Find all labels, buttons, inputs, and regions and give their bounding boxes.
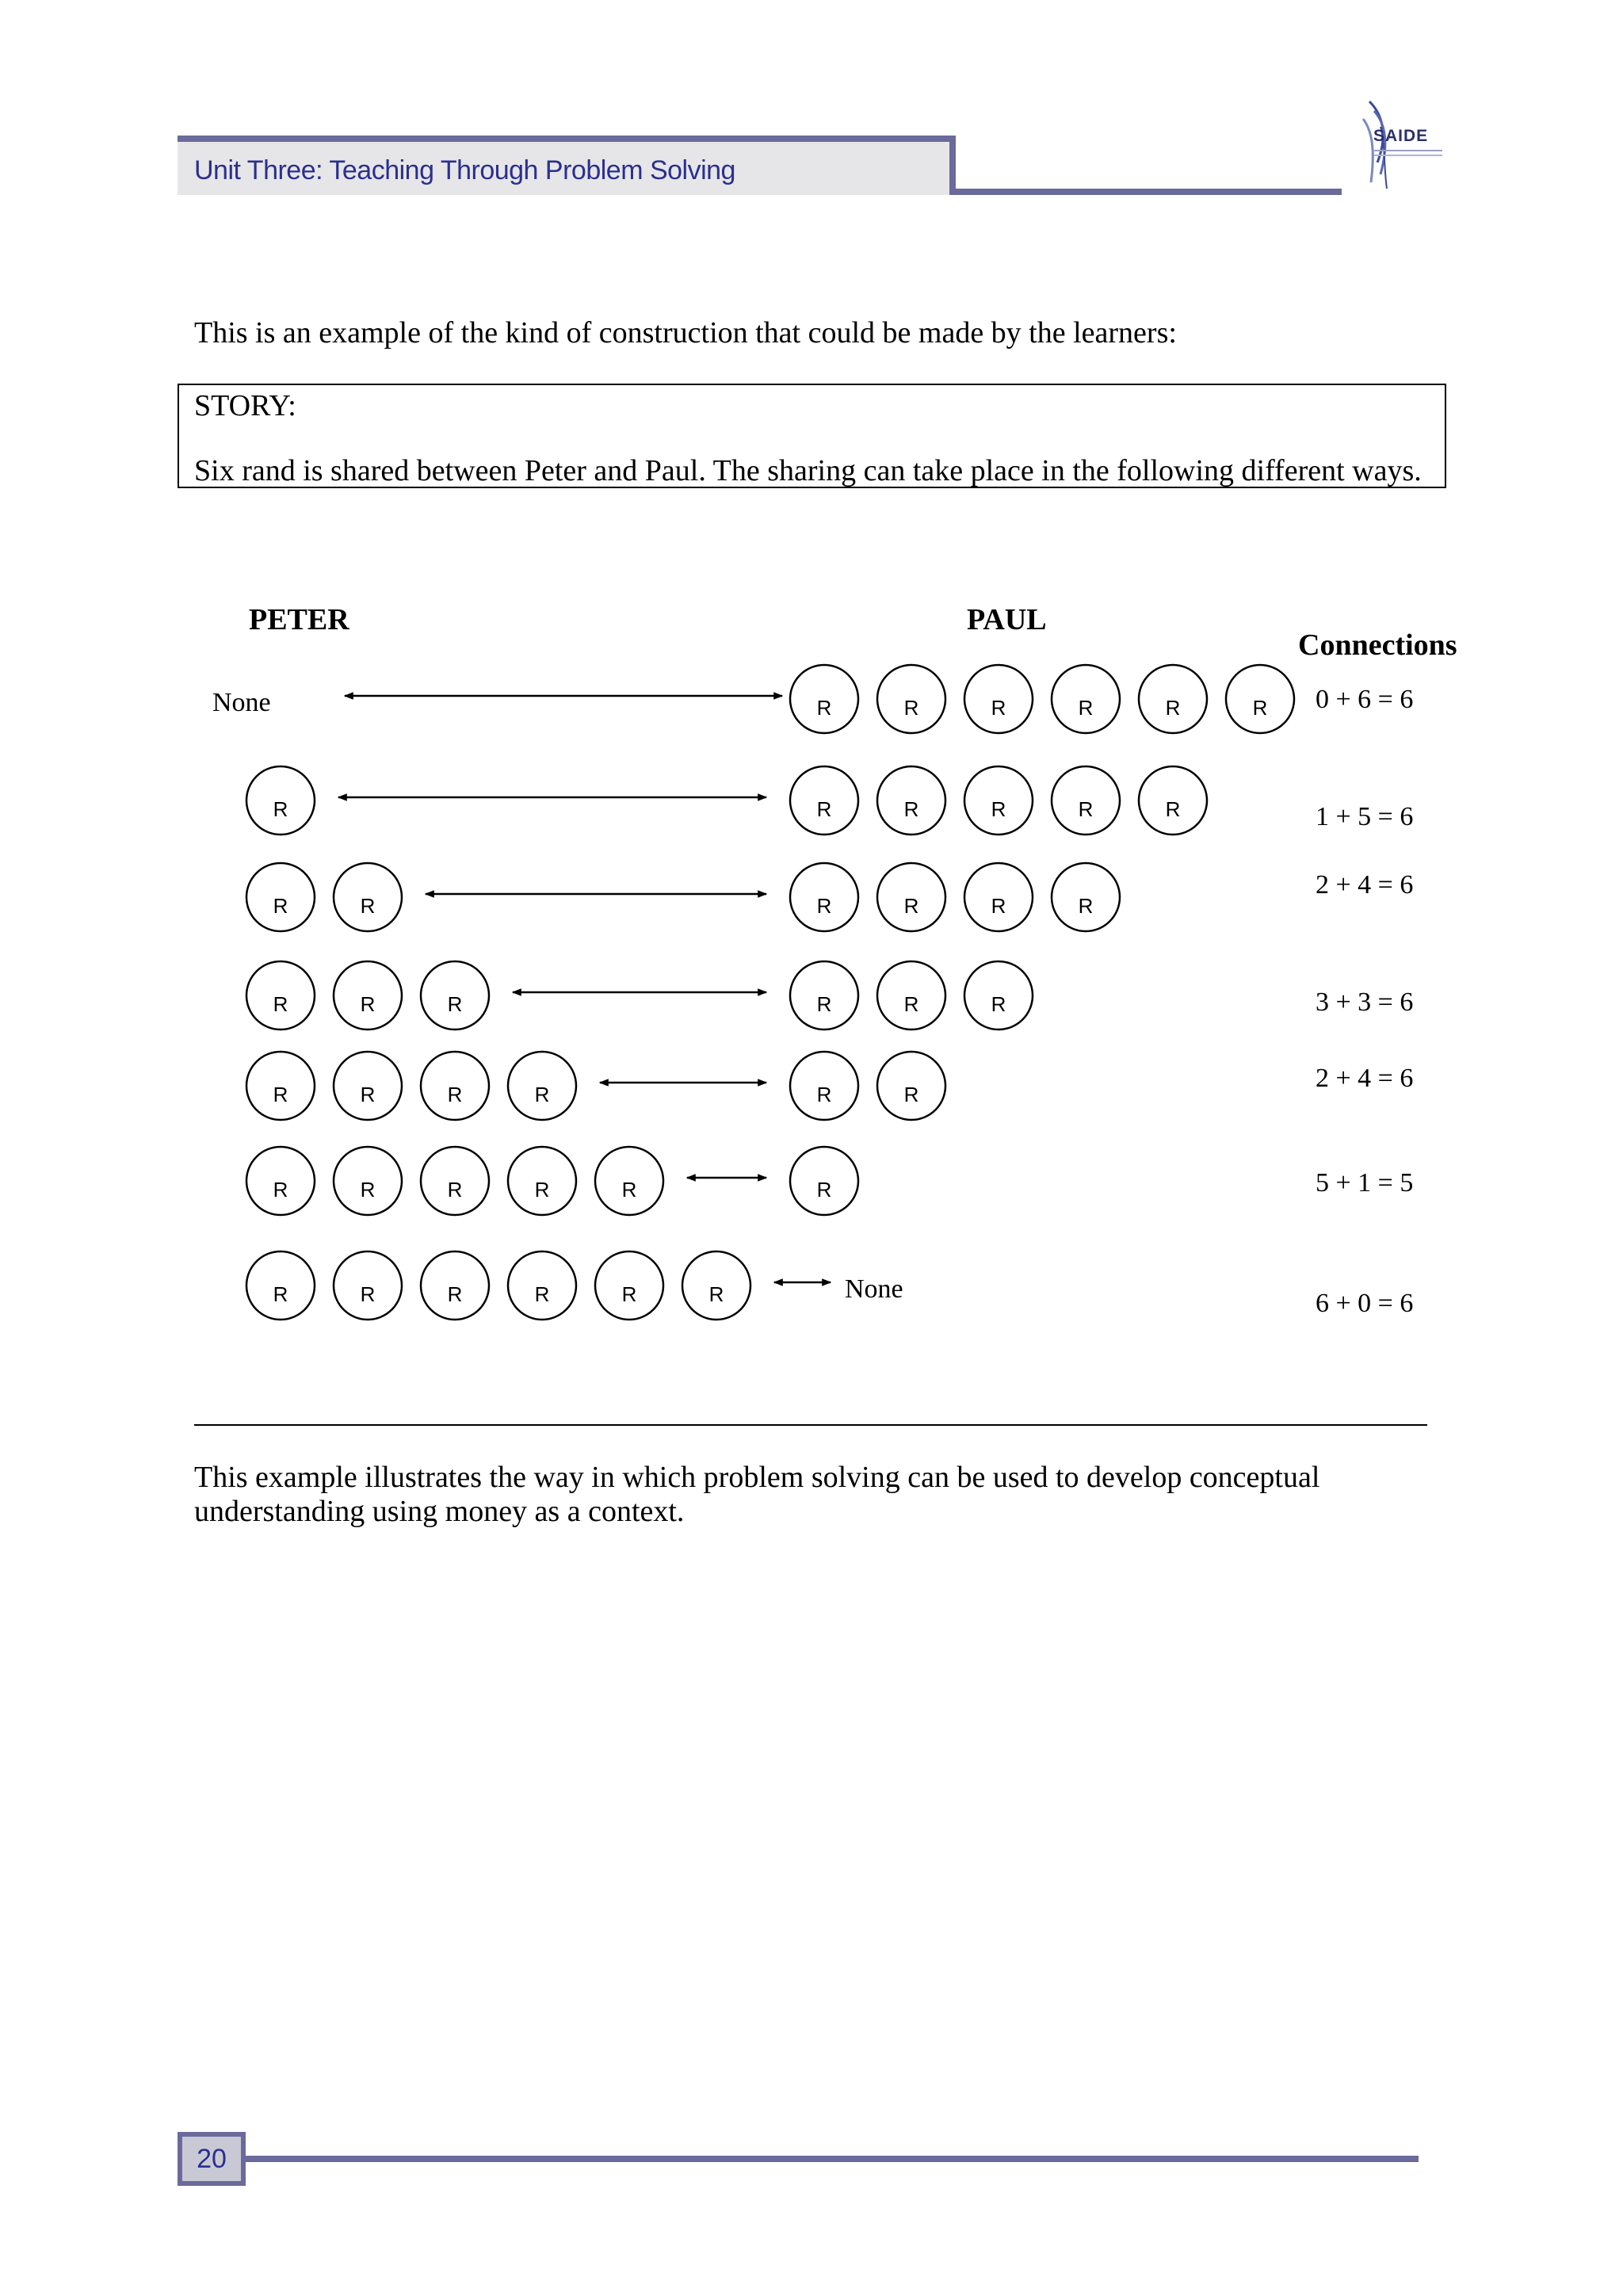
paul-coin bbox=[1139, 665, 1207, 733]
svg-text:R: R bbox=[1165, 797, 1181, 821]
peter-coin bbox=[421, 961, 489, 1030]
peter-coin bbox=[334, 1052, 402, 1120]
paul-none-label: None bbox=[845, 1274, 903, 1304]
svg-text:R: R bbox=[991, 894, 1006, 918]
peter-coin bbox=[246, 1052, 315, 1120]
svg-text:R: R bbox=[816, 797, 832, 821]
paul-coin bbox=[877, 1052, 945, 1120]
peter-none-label: None bbox=[212, 688, 271, 717]
svg-text:R: R bbox=[903, 797, 919, 821]
paul-coin bbox=[790, 766, 858, 835]
svg-text:R: R bbox=[273, 1083, 288, 1106]
svg-text:R: R bbox=[534, 1083, 550, 1106]
connection-equation: 2 + 4 = 6 bbox=[1316, 870, 1414, 900]
svg-text:R: R bbox=[273, 797, 288, 821]
logo-wordmark: SAIDE bbox=[1373, 127, 1429, 145]
svg-text:R: R bbox=[991, 696, 1006, 720]
peter-coin bbox=[682, 1251, 750, 1320]
svg-text:R: R bbox=[708, 1282, 724, 1306]
paul-coin bbox=[790, 1147, 858, 1215]
svg-text:R: R bbox=[1252, 696, 1268, 720]
conclusion-line-2: understanding using money as a context. bbox=[194, 1495, 685, 1528]
section-divider bbox=[194, 1424, 1427, 1426]
story-label: STORY: bbox=[194, 389, 296, 422]
peter-coin bbox=[508, 1147, 576, 1215]
svg-text:R: R bbox=[447, 992, 463, 1016]
paul-coin bbox=[964, 863, 1033, 931]
peter-heading: PETER bbox=[249, 603, 349, 636]
story-text: Six rand is shared between Peter and Paul. The sharing can take place in the following different ways. bbox=[194, 454, 1422, 487]
svg-text:R: R bbox=[273, 992, 288, 1016]
paul-coin bbox=[877, 766, 945, 835]
paul-coin bbox=[790, 665, 858, 733]
peter-coin bbox=[421, 1147, 489, 1215]
connection-equation: 5 + 1 = 5 bbox=[1316, 1168, 1414, 1198]
svg-text:R: R bbox=[1078, 696, 1094, 720]
svg-text:R: R bbox=[1165, 696, 1181, 720]
svg-text:R: R bbox=[903, 696, 919, 720]
svg-text:R: R bbox=[903, 894, 919, 918]
peter-coin bbox=[334, 1147, 402, 1215]
connection-equation: 1 + 5 = 6 bbox=[1316, 802, 1414, 831]
svg-text:R: R bbox=[447, 1282, 463, 1306]
svg-text:R: R bbox=[360, 1178, 376, 1201]
svg-text:R: R bbox=[534, 1178, 550, 1201]
svg-text:R: R bbox=[1078, 894, 1094, 918]
svg-text:R: R bbox=[816, 696, 832, 720]
paul-coin bbox=[790, 1052, 858, 1120]
svg-text:R: R bbox=[816, 1178, 832, 1201]
svg-text:R: R bbox=[816, 1083, 832, 1106]
conclusion-line-1: This example illustrates the way in which problem solving can be used to develop conceptual bbox=[194, 1461, 1320, 1494]
paul-coin bbox=[964, 665, 1033, 733]
paul-coin bbox=[877, 863, 945, 931]
page-number: 20 bbox=[197, 2144, 227, 2174]
svg-text:R: R bbox=[447, 1083, 463, 1106]
svg-text:R: R bbox=[534, 1282, 550, 1306]
svg-text:R: R bbox=[816, 992, 832, 1016]
peter-coin bbox=[334, 1251, 402, 1320]
svg-text:R: R bbox=[273, 894, 288, 918]
paul-coin bbox=[790, 961, 858, 1030]
svg-text:R: R bbox=[1078, 797, 1094, 821]
paul-coin bbox=[877, 665, 945, 733]
svg-text:R: R bbox=[816, 894, 832, 918]
svg-text:R: R bbox=[903, 992, 919, 1016]
paul-coin bbox=[790, 863, 858, 931]
connection-equation: 2 + 4 = 6 bbox=[1316, 1064, 1414, 1093]
paul-coin bbox=[964, 766, 1033, 835]
svg-text:R: R bbox=[360, 894, 376, 918]
svg-text:R: R bbox=[621, 1178, 637, 1201]
footer-rule bbox=[246, 2156, 1419, 2162]
intro-text: This is an example of the kind of construction that could be made by the learners: bbox=[194, 316, 1177, 350]
connections-heading: Connections bbox=[1298, 628, 1457, 662]
svg-text:R: R bbox=[991, 992, 1006, 1016]
paul-coin bbox=[1052, 766, 1120, 835]
svg-text:R: R bbox=[273, 1282, 288, 1306]
peter-coin bbox=[421, 1251, 489, 1320]
peter-coin bbox=[421, 1052, 489, 1120]
paul-coin bbox=[1226, 665, 1294, 733]
peter-coin bbox=[334, 961, 402, 1030]
paul-coin bbox=[1052, 863, 1120, 931]
svg-text:R: R bbox=[621, 1282, 637, 1306]
connection-equation: 6 + 0 = 6 bbox=[1316, 1289, 1414, 1318]
peter-coin bbox=[334, 863, 402, 931]
peter-coin bbox=[508, 1251, 576, 1320]
paul-coin bbox=[877, 961, 945, 1030]
peter-coin bbox=[508, 1052, 576, 1120]
unit-title: Unit Three: Teaching Through Problem Solving bbox=[194, 155, 735, 185]
peter-coin bbox=[246, 1251, 315, 1320]
connection-equation: 3 + 3 = 6 bbox=[1316, 988, 1414, 1017]
svg-text:R: R bbox=[903, 1083, 919, 1106]
svg-text:R: R bbox=[273, 1178, 288, 1201]
paul-heading: PAUL bbox=[967, 603, 1047, 636]
svg-text:R: R bbox=[360, 1282, 376, 1306]
peter-coin bbox=[246, 1147, 315, 1215]
paul-coin bbox=[1052, 665, 1120, 733]
peter-coin bbox=[595, 1251, 663, 1320]
paul-coin bbox=[1139, 766, 1207, 835]
peter-coin bbox=[246, 766, 315, 835]
svg-text:R: R bbox=[991, 797, 1006, 821]
svg-text:R: R bbox=[360, 1083, 376, 1106]
paul-coin bbox=[964, 961, 1033, 1030]
svg-text:R: R bbox=[360, 992, 376, 1016]
connection-equation: 0 + 6 = 6 bbox=[1316, 685, 1414, 714]
peter-coin bbox=[595, 1147, 663, 1215]
peter-coin bbox=[246, 961, 315, 1030]
svg-text:R: R bbox=[447, 1178, 463, 1201]
peter-coin bbox=[246, 863, 315, 931]
